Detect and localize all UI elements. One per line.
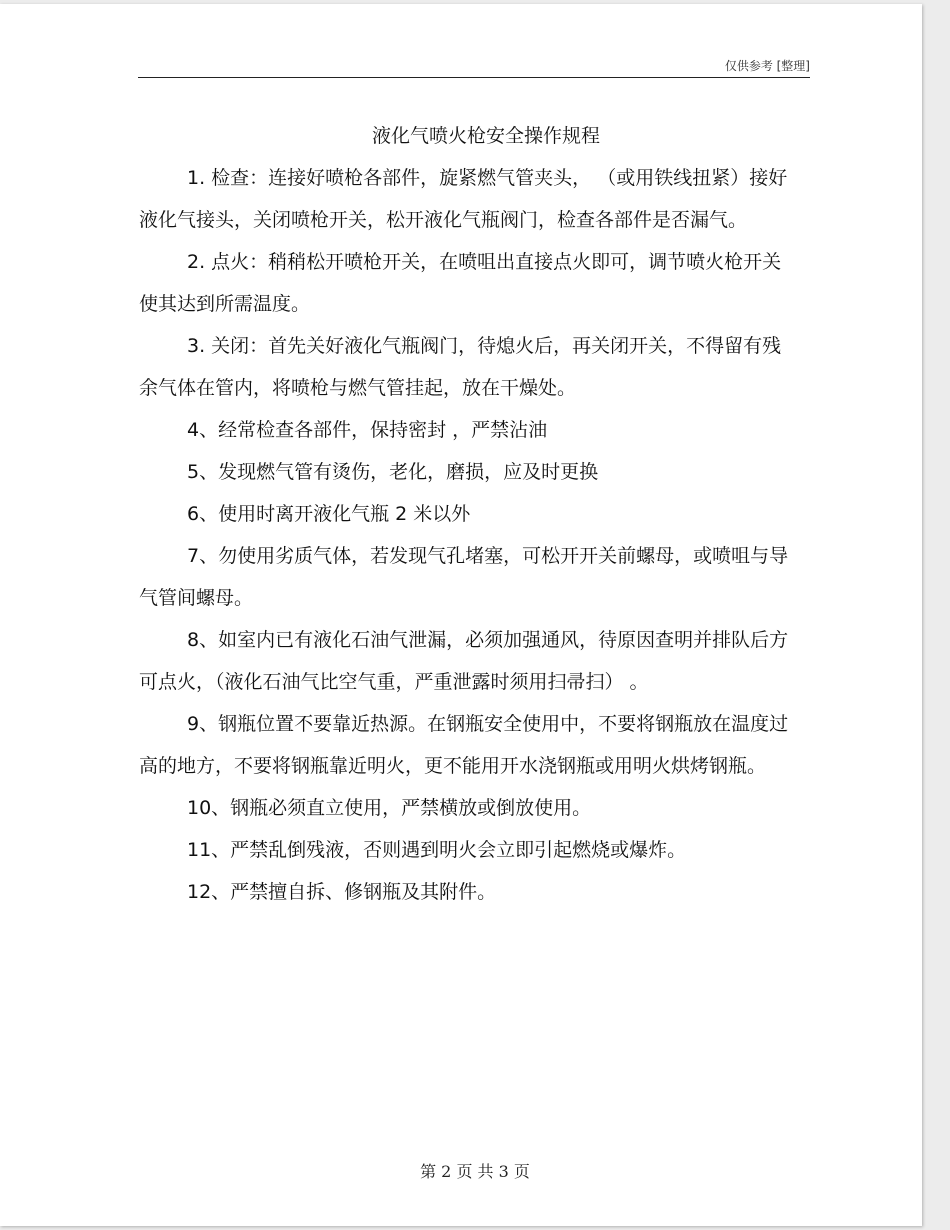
header-note: 仅供参考 [整理] [724,59,810,73]
procedure-item-9: 9、钢瓶位置不要靠近热源。在钢瓶安全使用中，不要将钢瓶放在温度过高的地方，不要将钢瓶靠近明火，更不能用开水浇钢瓶或用明火烘烤钢瓶。 [139,713,789,777]
procedure-item-4: 4、经常检查各部件，保持密封 ，严禁沾油 [187,419,548,441]
procedure-item-3: 3. 关闭：首先关好液化气瓶阀门，待熄火后，再关闭开关，不得留有残余气体在管内，将喷枪与燃气管挂起，放在干燥处。 [139,335,782,399]
document-body [139,157,789,913]
procedure-item-5: 5、发现燃气管有烫伤，老化，磨损，应及时更换 [187,461,599,483]
procedure-item-12: 12、严禁擅自拆、修钢瓶及其附件。 [187,881,497,903]
document-title: 液化气喷火枪安全操作规程 [371,125,600,147]
page-number: 第 2 页 共 3 页 [420,1162,530,1181]
procedure-item-7: 7、勿使用劣质气体，若发现气孔堵塞，可松开开关前螺母，或喷咀与导气管间螺母。 [139,545,789,609]
header-divider [138,77,810,78]
document-page [0,4,922,1226]
procedure-item-11: 11、严禁乱倒残液，否则遇到明火会立即引起燃烧或爆炸。 [187,839,687,861]
procedure-item-8: 8、如室内已有液化石油气泄漏，必须加强通风，待原因查明并排队后方可点火，（液化石油气比空气重，严重泄露时须用扫帚扫） 。 [139,629,789,693]
procedure-item-6: 6、使用时离开液化气瓶 2 米以外 [187,503,471,525]
procedure-item-1: 1. 检查：连接好喷枪各部件，旋紧燃气管夹头， （或用铁线扭紧）接好液化气接头，关闭喷枪开关，松开液化气瓶阀门，检查各部件是否漏气。 [139,167,788,231]
procedure-item-10: 10、钢瓶必须直立使用，严禁横放或倒放使用。 [187,797,592,819]
procedure-item-2: 2. 点火：稍稍松开喷枪开关，在喷咀出直接点火即可，调节喷火枪开关使其达到所需温度。 [139,251,782,315]
